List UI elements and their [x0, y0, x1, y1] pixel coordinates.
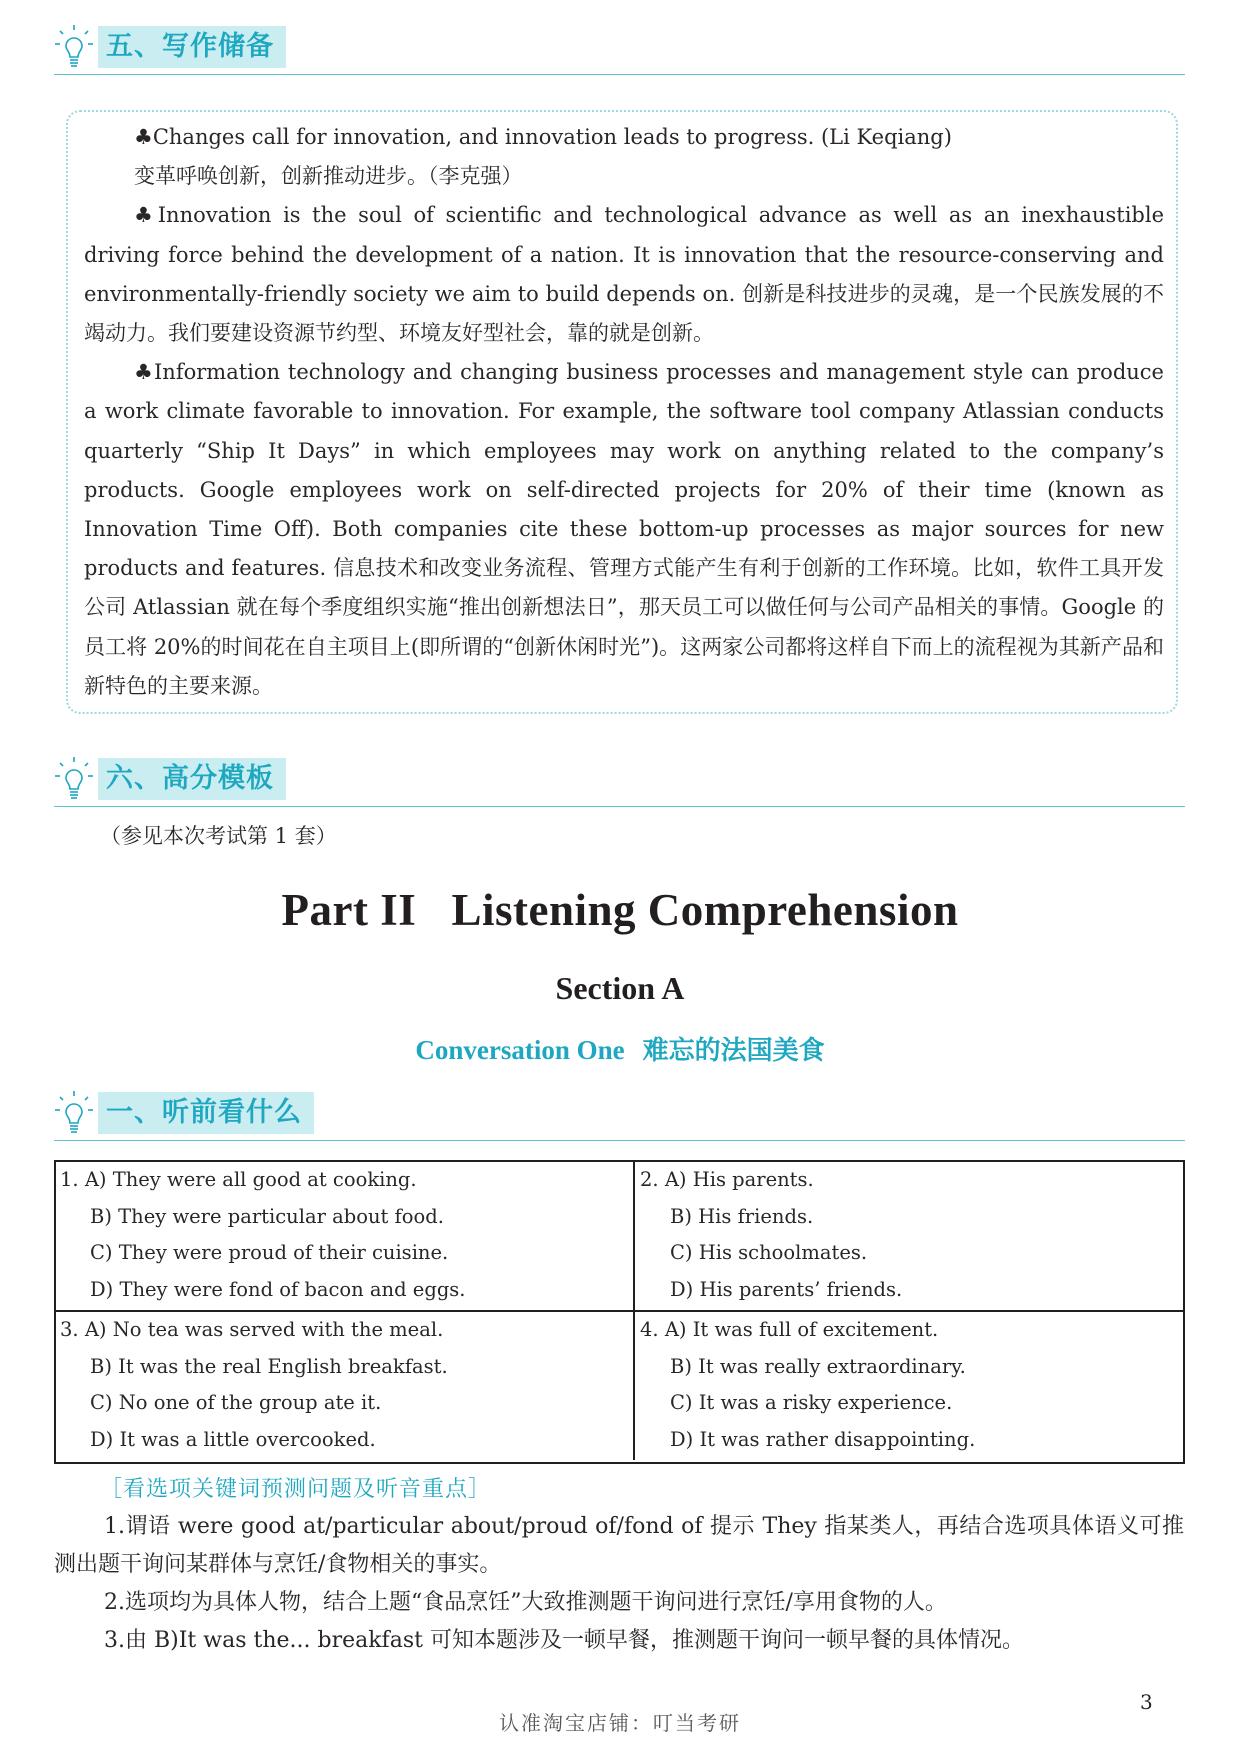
footer-watermark: 认准淘宝店铺：叮当考研 [499, 1711, 741, 1735]
part-title: Part II Listening Comprehension [281, 885, 959, 935]
writing-material-box [66, 110, 1178, 714]
question-2 [640, 1162, 902, 1308]
section-title: 五、写作储备 [98, 26, 286, 68]
lightbulb-icon [54, 1090, 94, 1136]
analysis-2: 2.选项均为具体人物，结合上题“食品烹饪”大致推测题干询问进行烹饪/享用食物的人。 [104, 1590, 947, 1615]
quote-cn: 变革呼唤创新，创新推动进步。（李克强） [134, 164, 523, 189]
option-c: C) It was a risky experience. [670, 1391, 953, 1414]
option-d: D) It was rather disappointing. [670, 1427, 976, 1451]
analysis-3: 3.由 B)It was the... breakfast 可知本题涉及一顿早餐，推测题干询问一顿早餐的具体情况。 [104, 1628, 1024, 1653]
section-title-a: Section A [555, 970, 685, 1006]
option-c: C) They were proud of their cuisine. [90, 1241, 449, 1264]
option-a: 2. A) His parents. [640, 1168, 814, 1191]
option-a: 3. A) No tea was served with the meal. [60, 1318, 444, 1341]
option-d: D) It was a little overcooked. [90, 1427, 376, 1451]
option-c: C) No one of the group ate it. [90, 1391, 382, 1414]
option-b: B) They were particular about food. [90, 1204, 444, 1228]
section-heading-before-listening [54, 1090, 1185, 1141]
option-b: B) It was really extraordinary. [670, 1354, 966, 1378]
option-b: B) His friends. [670, 1204, 814, 1228]
lightbulb-icon [54, 756, 94, 802]
question-1 [60, 1162, 466, 1308]
template-note: （参见本次考试第 1 套） [100, 824, 337, 848]
option-c: C) His schoolmates. [670, 1241, 868, 1264]
option-b: B) It was the real English breakfast. [90, 1354, 448, 1378]
paragraph-information-technology: ♣Information technology and changing business processes and management style can produce a work climate favorable to innovation. For example, the software tool company Atlassian conducts quarterly “Ship It Days” in which employees may work on anything related to the company’s products. Google employees work on self-directed projects for 20% of their time (known as Innovation Time Off). Both companies cite these bottom-up processes as major sources for new products and features. 信息技术和改变业务流程、管理方式能产生有利于创新的工作环境。比如，软件工具开发公司 Atlassian 就在每个季度组织实施“推出创新想法日”，那天员工可以做任何与公司产品相关的事情。Google 的员工将 20%的时间花在自主项目上(即所谓的“创新休闲时光”)。这两家公司都将这样自下而上的流程视为其新产品和新特色的主要来源。 [84, 360, 1164, 698]
tip-heading: ［看选项关键词预测问题及听音重点］ [100, 1477, 492, 1502]
paragraph-innovation: ♣Innovation is the soul of scientific and technological advance as well as an inexhaustible driving force behind the development of a nation. It is innovation that the resource-conserving and environmentally-friendly society we aim to build depends on. 创新是科技进步的灵魂，是一个民族发展的不竭动力。我们要建设资源节约型、环境友好型社会，靠的就是创新。 [84, 203, 1164, 346]
conversation-title-cn: 难忘的法国美食 [642, 1036, 825, 1066]
option-a: 4. A) It was full of excitement. [640, 1318, 939, 1341]
section-title: 六、高分模板 [98, 758, 286, 800]
page-number: 3 [1140, 1690, 1153, 1714]
option-d: D) His parents’ friends. [670, 1277, 903, 1301]
quote-en: ♣Changes call for innovation, and innovation leads to progress. (Li Keqiang) [134, 125, 952, 149]
option-d: D) They were fond of bacon and eggs. [90, 1277, 466, 1301]
analysis-1: 1.谓语 were good at/particular about/proud of/fond of 提示 They 指某类人，再结合选项具体语义可推测出题干询问某群体与烹饪/食物相关的事实。 [54, 1514, 1184, 1577]
analysis-block [54, 1508, 1184, 1660]
conversation-title-en: Conversation One [415, 1035, 625, 1065]
section-heading-writing [54, 24, 1185, 75]
option-a: 1. A) They were all good at cooking. [60, 1168, 417, 1191]
lightbulb-icon [54, 24, 94, 70]
section-title: 一、听前看什么 [98, 1092, 314, 1134]
section-heading-template [54, 756, 1185, 807]
question-3 [60, 1312, 448, 1458]
conversation-title [0, 1030, 1240, 1067]
question-4 [640, 1312, 975, 1458]
